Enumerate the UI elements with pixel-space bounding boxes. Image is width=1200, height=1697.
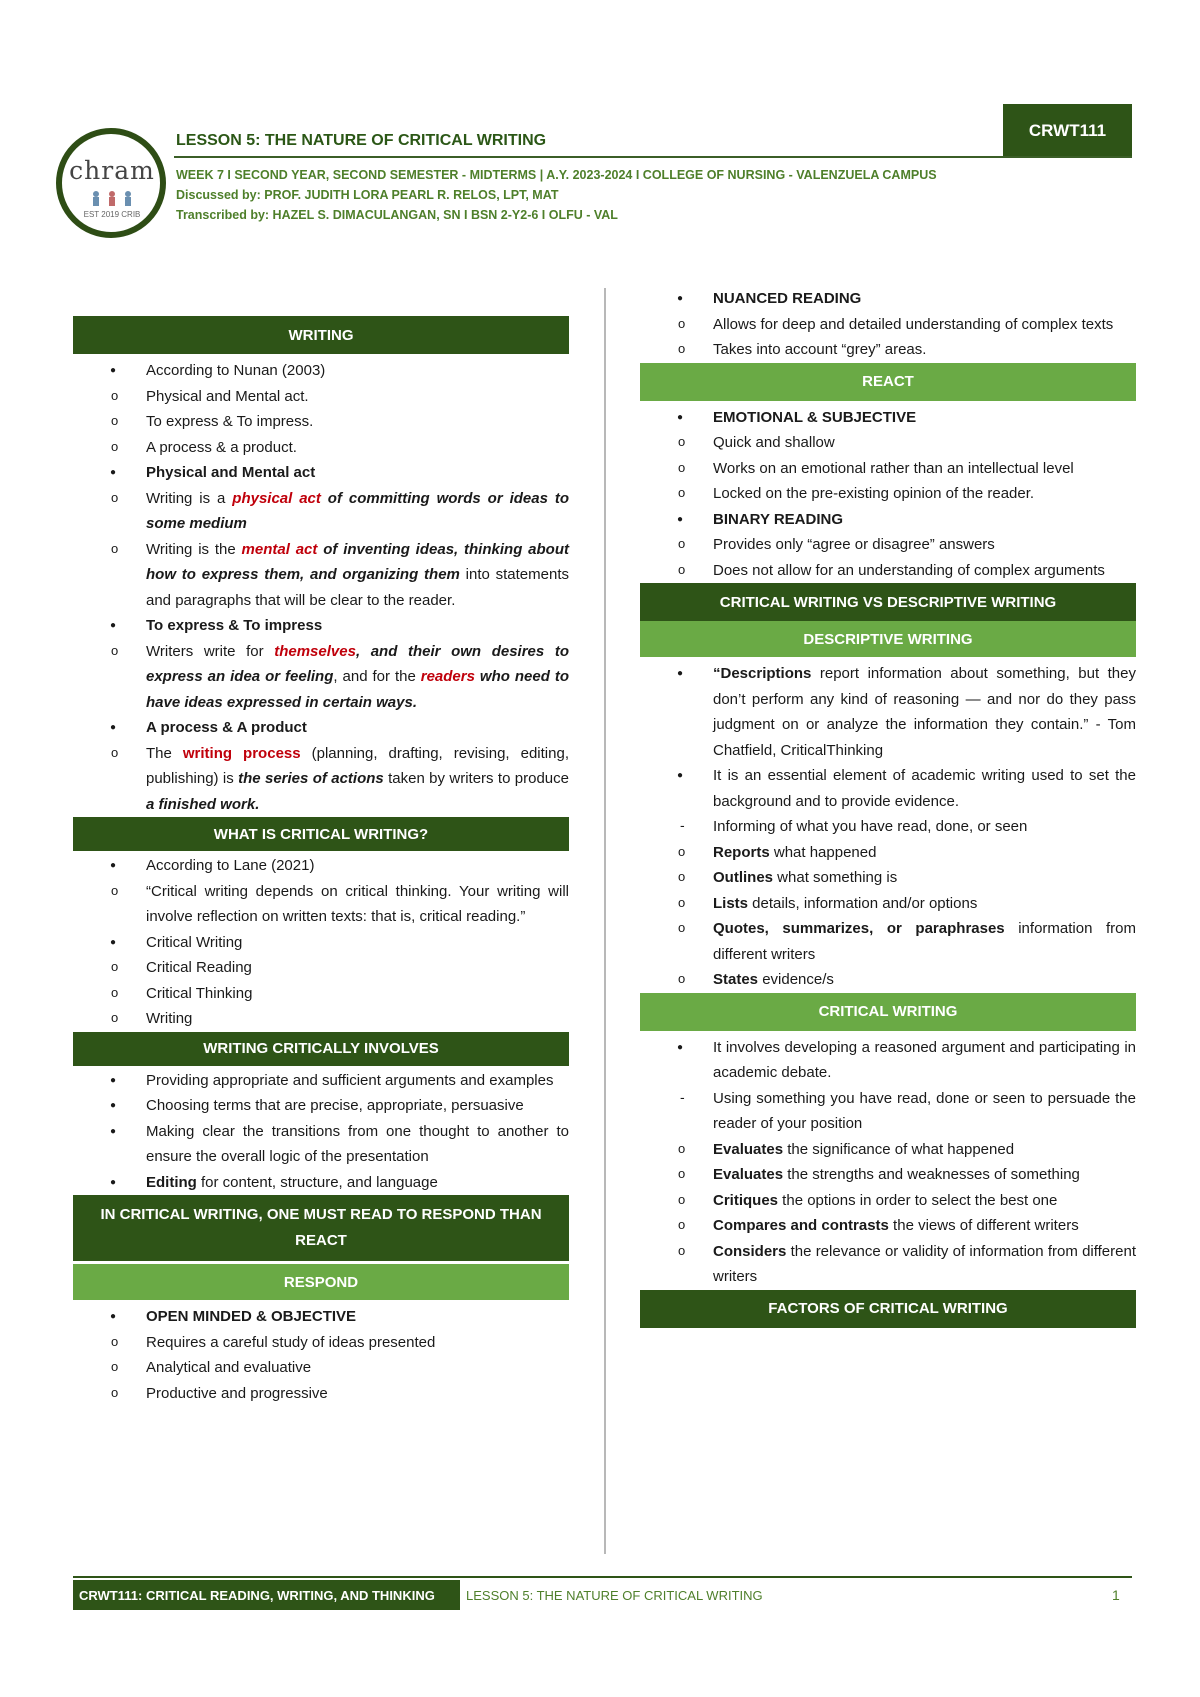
list-item: o Takes into account “grey” areas.: [713, 337, 1136, 363]
list-item: o Critical Thinking: [146, 981, 569, 1007]
list-item-text: Critical Writing: [146, 933, 243, 951]
list-item: [713, 1188, 1136, 1214]
section-what-is-critical-writing: WHAT IS CRITICAL WRITING?: [73, 817, 569, 851]
section-writing: WRITING: [73, 316, 569, 354]
react-list: [640, 405, 1136, 584]
list-item: o Locked on the pre-existing opinion of the reader.: [713, 481, 1136, 507]
text: what happened: [769, 843, 877, 861]
list-item: - Informing of what you have read, done, or seen: [713, 814, 1136, 840]
text: Quotes, summarizes, or paraphrases: [713, 920, 1005, 937]
text: details, information and/or options: [748, 894, 978, 912]
section-critical-writing: CRITICAL WRITING: [640, 993, 1136, 1031]
text: Editing: [146, 1173, 197, 1191]
list-item: [713, 865, 1136, 891]
list-item: [640, 405, 1136, 507]
list-item: [146, 639, 569, 716]
people-icon: [88, 190, 136, 206]
text: of committing words or ideas to some medium: [146, 489, 569, 532]
list-item-text: According to Nunan (2003): [146, 362, 326, 379]
list-item: o Analytical and evaluative: [146, 1355, 569, 1381]
text: the options in order to select the best one: [778, 1191, 1058, 1209]
list-item: ● Providing appropriate and sufficient arguments and examples: [73, 1068, 569, 1094]
text: what something is: [773, 869, 898, 886]
section-writing-critically-involves: WRITING CRITICALLY INVOLVES: [73, 1032, 569, 1066]
list-item: o Writing: [146, 1006, 569, 1032]
section-descriptive-writing: DESCRIPTIVE WRITING: [640, 621, 1136, 657]
list-item: o Quick and shallow: [713, 430, 1136, 456]
text: Reports: [713, 843, 770, 861]
list-item: [146, 486, 569, 537]
list-item: [73, 460, 569, 613]
text: of inventing ideas, thinking about how to express them, and organizing them: [146, 540, 569, 583]
title-underline: [174, 156, 1132, 158]
critical-list: [640, 1035, 1136, 1290]
list-item-text: Physical and Mental act: [146, 464, 316, 481]
list-item: [73, 1304, 569, 1406]
list-item: [640, 661, 1136, 763]
text: Evaluates: [713, 1166, 784, 1183]
text: the significance of what happened: [783, 1140, 1015, 1158]
highlight: themselves: [274, 642, 356, 660]
text: Writing is the: [146, 540, 242, 558]
list-item: ● Choosing terms that are precise, appropriate, persuasive: [73, 1093, 569, 1119]
list-item-text: It is an essential element of academic writing used to set the background and to provide evidence.: [713, 767, 1136, 810]
list-item: o “Critical writing depends on critical thinking. Your writing will involve reflection on written texts: that is, critical reading.”: [146, 879, 569, 930]
list-item: o Physical and Mental act.: [146, 384, 569, 410]
list-item: [73, 358, 569, 460]
list-item: - Using something you have read, done or seen to persuade the reader of your position: [713, 1086, 1136, 1137]
highlight: physical act: [232, 489, 321, 507]
list-item: [640, 286, 1136, 363]
column-divider: [604, 288, 606, 1554]
text: Evaluates: [713, 1140, 784, 1158]
section-critical-vs-descriptive: CRITICAL WRITING VS DESCRIPTIVE WRITING: [640, 583, 1136, 621]
what-list: [73, 853, 569, 1032]
text: a finished work.: [146, 795, 260, 813]
text: report information about something, but they don’t perform any kind of reasoning — and nor do they pass judgment on or analyze the information they contain.” - Tom Chatfield, CriticalThinking: [713, 665, 1136, 759]
list-item: [713, 1137, 1136, 1163]
text: information from different writers: [713, 920, 1136, 963]
text: States: [713, 971, 759, 988]
list-item: [713, 1162, 1136, 1188]
footer-course: CRWT111: CRITICAL READING, WRITING, AND THINKING: [73, 1580, 460, 1610]
list-item: o Requires a careful study of ideas presented: [146, 1330, 569, 1356]
list-item: [73, 1170, 569, 1196]
list-item: o Critical Reading: [146, 955, 569, 981]
list-item: [640, 763, 1136, 993]
text: the relevance or validity of information from different writers: [713, 1242, 1136, 1285]
list-item: o Provides only “agree or disagree” answers: [713, 532, 1136, 558]
respond-list: [73, 1304, 569, 1406]
involves-list: [73, 1068, 569, 1196]
page-title: LESSON 5: THE NATURE OF CRITICAL WRITING: [176, 132, 547, 149]
logo-subtext: EST 2019 CRIB: [83, 210, 141, 219]
text: the views of different writers: [888, 1217, 1079, 1234]
list-item: o A process & a product.: [146, 435, 569, 461]
list-item: [640, 1035, 1136, 1290]
list-item-text: It involves developing a reasoned argument and participating in academic debate.: [713, 1038, 1136, 1081]
right-column: [640, 286, 1136, 1328]
text: Lists: [713, 894, 749, 912]
section-respond-than-react: IN CRITICAL WRITING, ONE MUST READ TO RESPOND THAN REACT: [73, 1195, 569, 1261]
text: , and their own desires to express an idea or feeling: [146, 642, 569, 685]
course-tag: CRWT111: [1003, 104, 1132, 158]
page-number: 1: [1112, 1587, 1120, 1603]
list-item: [713, 1239, 1136, 1290]
list-item: [73, 613, 569, 715]
section-factors-of-critical-writing: FACTORS OF CRITICAL WRITING: [640, 1290, 1136, 1328]
list-item: [73, 715, 569, 817]
text: , and for the: [333, 668, 421, 685]
text: Outlines: [713, 869, 774, 886]
list-item: o Works on an emotional rather than an intellectual level: [713, 456, 1136, 482]
list-item-text: BINARY READING: [713, 510, 844, 528]
left-column: [73, 316, 569, 1406]
list-item: o Productive and progressive: [146, 1381, 569, 1407]
text: The: [146, 744, 183, 762]
text: “Descriptions: [713, 665, 812, 682]
list-item: ● Making clear the transitions from one thought to another to ensure the overall logic of the presentation: [73, 1119, 569, 1170]
list-item: [73, 853, 569, 930]
writing-list: [73, 358, 569, 817]
highlight: readers: [420, 668, 475, 685]
text: into statements and paragraphs that will be clear to the reader.: [146, 566, 569, 609]
logo-text: chram: [69, 156, 155, 185]
footer-lesson: LESSON 5: THE NATURE OF CRITICAL WRITING: [466, 1587, 763, 1603]
nuanced-list: [640, 286, 1136, 363]
meta-discussed: Discussed by: PROF. JUDITH LORA PEARL R. RELOS, LPT, MAT: [176, 188, 559, 202]
highlight: mental act: [241, 540, 318, 558]
list-item: [713, 916, 1136, 967]
text: Considers: [713, 1242, 787, 1260]
list-item: [640, 507, 1136, 584]
list-item: o Allows for deep and detailed understanding of complex texts: [713, 312, 1136, 338]
list-item: [146, 741, 569, 818]
list-item: [73, 930, 569, 1032]
meta-week: WEEK 7 I SECOND YEAR, SECOND SEMESTER - MIDTERMS | A.Y. 2023-2024 I COLLEGE OF NURSING - VALENZUELA CAMPUS: [176, 168, 937, 182]
meta-transcribed: Transcribed by: HAZEL S. DIMACULANGAN, SN I BSN 2-Y2-6 I OLFU - VAL: [176, 208, 618, 222]
list-item-text: According to Lane (2021): [146, 857, 315, 874]
list-item: [146, 537, 569, 614]
descriptive-list: [640, 661, 1136, 993]
list-item: [713, 840, 1136, 866]
list-item: o To express & To impress.: [146, 409, 569, 435]
text: taken by writers to produce: [383, 770, 569, 787]
section-react: REACT: [640, 363, 1136, 401]
logo: [56, 128, 166, 238]
footer-line: [73, 1576, 1132, 1578]
text: the series of actions: [238, 770, 384, 787]
list-item-text: EMOTIONAL & SUBJECTIVE: [713, 408, 917, 426]
text: Compares and contrasts: [713, 1217, 889, 1234]
list-item-text: A process & A product: [146, 719, 307, 736]
section-respond: RESPOND: [73, 1264, 569, 1300]
text: Writing is a: [146, 489, 233, 507]
list-item: [713, 1213, 1136, 1239]
list-item: o Does not allow for an understanding of complex arguments: [713, 558, 1136, 584]
list-item-text: OPEN MINDED & OBJECTIVE: [146, 1308, 357, 1325]
text: who need to have ideas expressed in certain ways.: [146, 668, 569, 711]
highlight: writing process: [182, 744, 301, 762]
text: (planning, drafting, revising, editing, publishing) is: [146, 744, 569, 787]
text: Critiques: [713, 1191, 779, 1209]
text: the strengths and weaknesses of something: [783, 1166, 1080, 1183]
text: for content, structure, and language: [196, 1173, 438, 1191]
list-item-text: To express & To impress: [146, 617, 323, 634]
text: Writers write for: [146, 642, 275, 660]
list-item: [713, 891, 1136, 917]
list-item-text: NUANCED READING: [713, 290, 862, 307]
text: evidence/s: [758, 971, 834, 988]
list-item: [713, 967, 1136, 993]
